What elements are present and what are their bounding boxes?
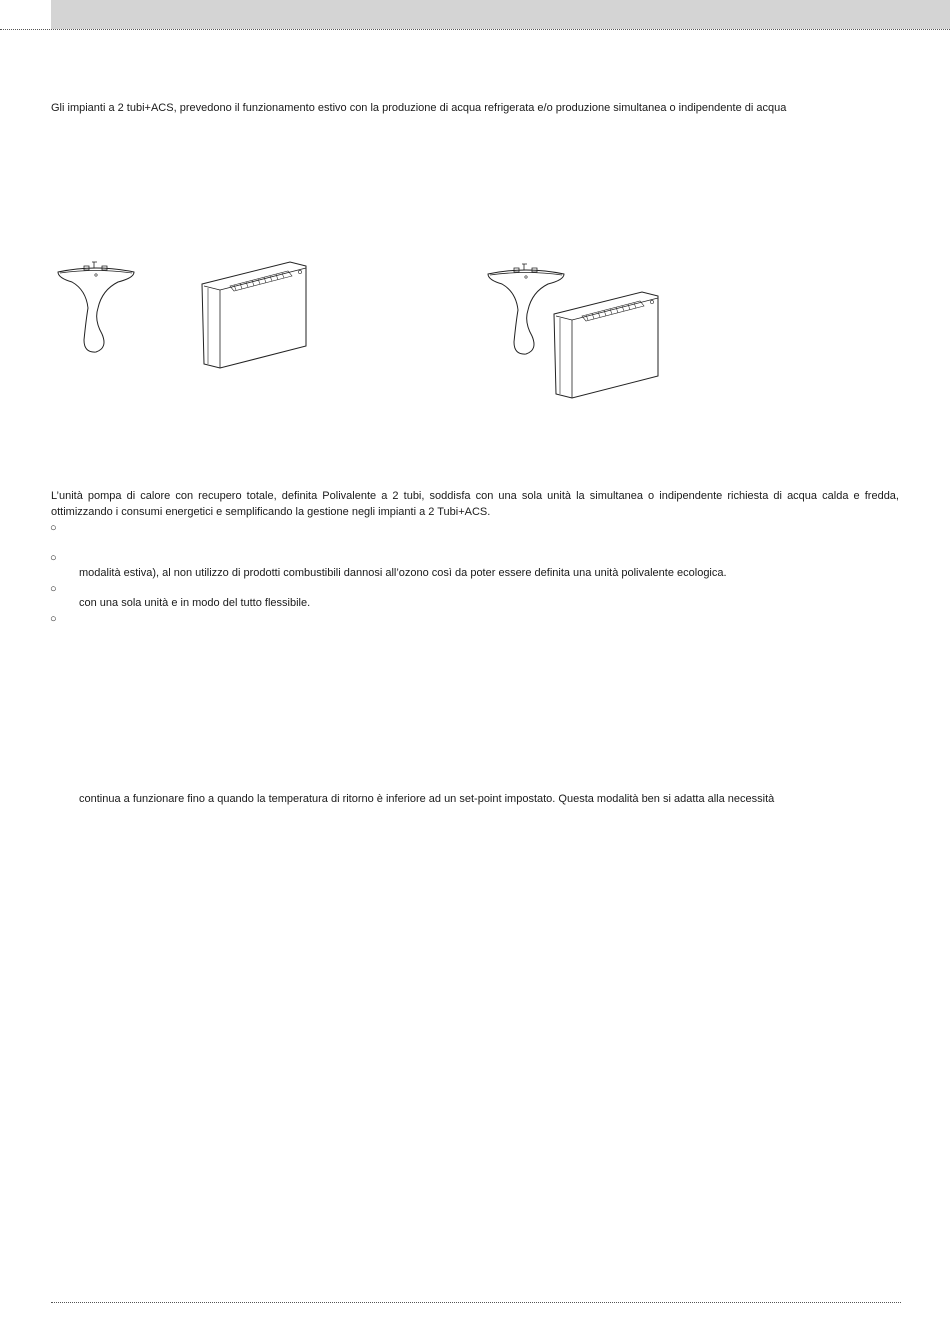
bullet-2: ○ <box>50 552 57 564</box>
header-divider <box>0 29 950 30</box>
bullet-1: ○ <box>50 522 57 534</box>
washbasin-icon <box>56 260 136 355</box>
intro-paragraph: Gli impianti a 2 tubi+ACS, prevedono il funzionamento estivo con la produzione di acqua refrigerata e/o produzione simultanea o indipendente di acqua <box>51 102 787 114</box>
header-bar <box>51 0 950 29</box>
bullet-2-text: modalità estiva), al non utilizzo di prodotti combustibili dannosi all’ozono così da poter essere definita una unità polivalente ecologica. <box>79 567 727 579</box>
bullet-3-text: con una sola unità e in modo del tutto flessibile. <box>79 597 311 609</box>
bullet-3: ○ <box>50 583 57 595</box>
heat-pump-unit-icon <box>200 258 310 373</box>
description-paragraph: L’unità pompa di calore con recupero totale, definita Polivalente a 2 tubi, soddisfa con una sola unità la simultanea o indipendente richiesta di acqua calda e fredda, ottimizzando i consumi energetici e semplificando la gestione negli impianti a 2 Tubi+ACS. <box>51 490 899 518</box>
heat-pump-unit-icon <box>551 288 663 403</box>
bullet-4: ○ <box>50 613 57 625</box>
footer-divider <box>51 1302 901 1303</box>
continuation-text: continua a funzionare fino a quando la temperatura di ritorno è inferiore ad un set-point impostato. Questa modalità ben si adatta alla necessità <box>79 793 775 805</box>
